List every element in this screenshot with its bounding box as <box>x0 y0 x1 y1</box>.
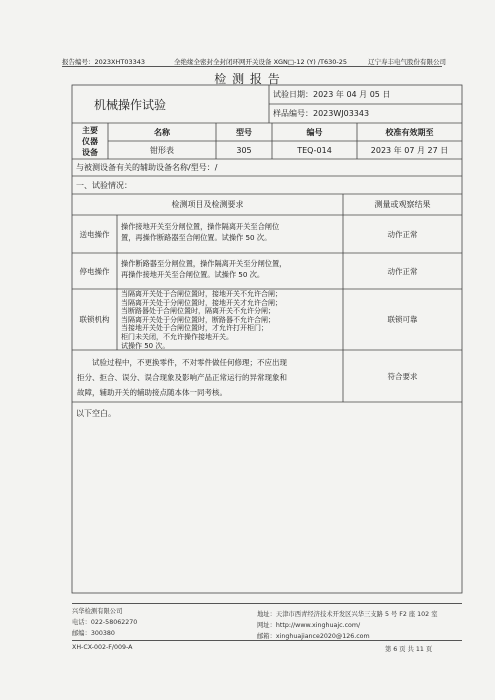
instrument-model: 305 <box>236 145 252 155</box>
row-name: 送电操作 <box>79 229 110 239</box>
footer-org: 兴华检测有限公司 <box>72 608 123 615</box>
item-header: 检测项目及检测要求 <box>171 200 244 209</box>
row-result: 联锁可靠 <box>387 315 418 324</box>
company-name: 辽宁寿丰电气股份有限公司 <box>368 58 446 66</box>
summary-result: 符合要求 <box>387 371 418 381</box>
row-requirement: 当断路器处于合闸位置时，隔离开关不允许分闸； <box>121 307 275 316</box>
row-requirement: 操作接地开关至分闸位置，操作隔离开关至合闸位 <box>121 222 280 231</box>
footer-postcode: 邮编：300380 <box>72 630 115 637</box>
row-result: 动作正常 <box>387 266 418 276</box>
row-requirement: 柜门未关闭，不允许操作接地开关。 <box>121 333 233 341</box>
sample-number-value: 2023WJ03343 <box>313 109 370 118</box>
form-number: XH-CX-002-F/009-A <box>72 644 133 651</box>
instrument-label <box>72 123 108 159</box>
footer-phone: 电话：022-58062270 <box>72 619 138 626</box>
col-number-header: 编号 <box>306 127 323 137</box>
blank-note: 以下空白。 <box>76 408 116 418</box>
row-requirement: 当隔离开关处于分闸位置时，断路器不允许合闸； <box>121 315 275 324</box>
conditions-heading: 一、试验情况： <box>76 180 132 190</box>
row-name: 停电操作 <box>79 266 110 276</box>
row-result: 动作正常 <box>387 229 418 239</box>
row-requirement: 当隔离开关处于合闸位置时，接地开关不允许合闸； <box>121 290 282 298</box>
summary-line: 试验过程中，不更换零件，不对零件做任何修理；不应出现 <box>92 358 287 367</box>
summary-line: 拒分、拒合、误分、误合现象及影响产品正常运行的异常现象和 <box>77 373 287 382</box>
instrument-number: TEQ-014 <box>297 145 332 155</box>
footer-website: 网址：http://www.xinghuajc.com/ <box>257 622 361 629</box>
instrument-label-line: 仪器 <box>82 136 98 146</box>
instrument-calibration-date: 2023 年 07 月 27 日 <box>370 145 449 155</box>
row-requirement: 试操作 50 次。 <box>121 341 170 350</box>
col-name-header: 名称 <box>154 127 170 137</box>
sample-number <box>273 104 369 123</box>
footer-bottom-rule <box>72 640 462 641</box>
instrument-label-line: 设备 <box>82 147 98 157</box>
col-model-header: 型号 <box>236 127 252 137</box>
product-name: 全绝缘全密封全封闭环网开关设备 XGN□-12 (Y) /T630-25 <box>174 58 348 66</box>
section-title: 机械操作试验 <box>94 97 167 112</box>
result-header: 测量或观察结果 <box>374 200 431 209</box>
test-date: 试验日期：2023 年 04 月 05 日 <box>273 90 391 99</box>
row-requirement: 置，再操作断路器至合闸位置。试操作 50 次。 <box>121 233 272 242</box>
sample-number-label: 样品编号： <box>273 109 313 118</box>
footer-address: 地址：天津市西青经济技术开发区兴华三支路 5 号 F2 座 102 室 <box>257 611 438 618</box>
row-requirement: 操作断路器至分闸位置，操作隔离开关至分闸位置， <box>121 259 287 268</box>
row-requirement: 当接地开关处于合闸位置时，才允许打开柜门； <box>121 324 268 333</box>
footer-rule <box>72 603 462 604</box>
footer-email: 邮箱：xinghuajiance2020@126.com <box>257 633 370 640</box>
report-title: 检 测 报 告 <box>214 72 281 86</box>
page-number: 第 6 页 共 11 页 <box>385 646 433 653</box>
summary-line: 故障，辅助开关的辅助接点随本体一同考核。 <box>77 388 227 397</box>
col-calibration-header: 校准有效期至 <box>385 127 434 137</box>
row-requirement: 再操作接地开关至合闸位置。试操作 50 次。 <box>121 270 265 279</box>
instrument-label-line: 主要 <box>82 125 98 135</box>
instrument-name: 钳形表 <box>150 145 174 155</box>
aux-equipment: 与被测设备有关的辅助设备名称/型号：/ <box>76 163 218 172</box>
row-requirement: 当隔离开关处于分闸位置时，接地开关才允许合闸； <box>121 298 282 307</box>
row-name: 联锁机构 <box>79 315 110 324</box>
report-number: 报告编号：2023XHT03343 <box>62 58 146 66</box>
